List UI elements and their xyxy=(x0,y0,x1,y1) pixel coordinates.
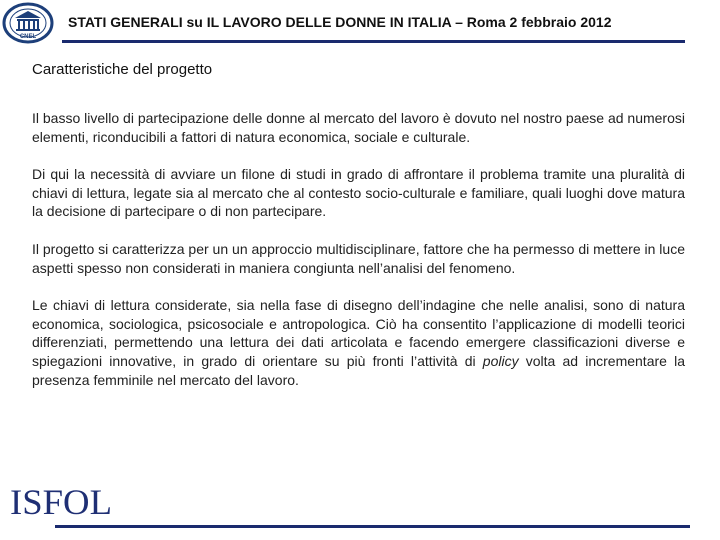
paragraph-4-italic-term: policy xyxy=(482,352,519,369)
paragraph-2: Di qui la necessità di avviare un filone di studi in grado di affrontare il problema tramite una pluralità di chiavi di lettura, legate sia al mercato che al contesto socio-culturale e familiare, quali luoghi dove matura la decisione di partecipare o di non partecipare. xyxy=(32,166,685,220)
section-title: Caratteristiche del progetto xyxy=(32,61,213,78)
page-header-title: STATI GENERALI su IL LAVORO DELLE DONNE IN ITALIA – Roma 2 febbraio 2012 xyxy=(68,14,612,30)
footer-divider xyxy=(55,525,690,528)
isfol-logo-lettering: ISFOL xyxy=(10,482,112,522)
cnel-seal-logo xyxy=(2,2,54,44)
paragraph-4 xyxy=(32,296,685,389)
paragraph-1: Il basso livello di partecipazione delle donne al mercato del lavoro è dovuto nel nostro paese ad numerosi elementi, riconducibili a fattori di natura economica, sociale e culturale. xyxy=(32,110,685,145)
seal-lettering: CNEL xyxy=(19,34,37,40)
paragraph-4-text-start: Le chiavi di lettura considerate, sia nella fase di disegno dell’indagine che nelle analisi, sono di natura economica, sociologica, psicosociale e antropologica. Ciò ha consentito l’applicazione di modelli teorici differenziati, permettendo una lettura dei dati articolata e facendo emergere classificazioni diverse e spiegazioni innovative, in grado di orientare su più fronti l’attività di xyxy=(32,297,685,369)
paragraph-4-text-end: volta ad incrementare la presenza femminile nel mercato del lavoro. xyxy=(32,352,685,388)
header-divider xyxy=(62,40,685,43)
paragraph-3: Il progetto si caratterizza per un un approccio multidisciplinare, fattore che ha permesso di mettere in luce aspetti spesso non considerati in maniera congiunta nell’analisi del fenomeno. xyxy=(32,240,685,276)
body-text xyxy=(32,109,685,408)
isfol-logo xyxy=(8,478,116,528)
